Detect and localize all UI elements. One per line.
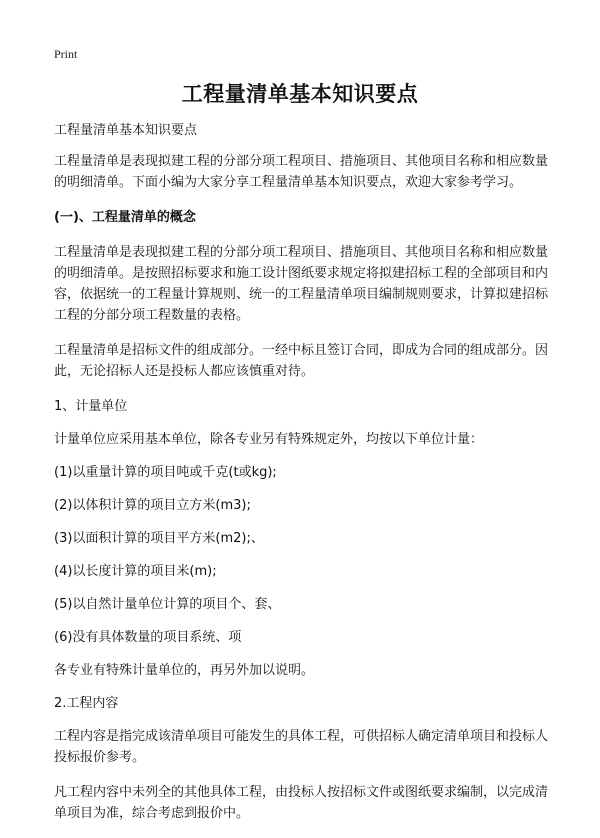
print-label: Print <box>54 47 78 61</box>
unit-item: (2)以体积计算的项目立方米(m3); <box>54 498 251 513</box>
unit-item: (5)以自然计量单位计算的项目个、套、 <box>54 597 281 612</box>
article-subtitle: 工程量清单基本知识要点 <box>54 123 198 138</box>
unit-item: (4)以长度计算的项目米(m); <box>54 564 217 579</box>
unit-item: (6)没有具体数量的项目系统、项 <box>54 630 242 645</box>
content-paragraph-2: 凡工程内容中未列全的其他具体工程，由投标人按招标文件或图纸要求编制，以完成清单项目为准，综合考虑到报价中。 <box>54 785 549 821</box>
unit-intro: 计量单位应采用基本单位，除各专业另有特殊规定外，均按以下单位计量： <box>54 432 484 447</box>
section-heading-concept: (一)、工程量清单的概念 <box>54 210 196 225</box>
article-body <box>54 120 548 838</box>
concept-paragraph-1: 工程量清单是表现拟建工程的分部分项工程项目、措施项目、其他项目名称和相应数量的明细清单。是按照招标要求和施工设计图纸要求规定将拟建招标工程的全部项目和内容，依据统一的工程量计算规则、统一的工程量清单项目编制规则要求，计算拟建招标工程的分部分项工程数量的表格。 <box>54 245 549 323</box>
unit-item: (3)以面积计算的项目平方米(m2);、 <box>54 531 264 546</box>
intro-paragraph: 工程量清单是表现拟建工程的分部分项工程项目、措施项目、其他项目名称和相应数量的明细清单。下面小编为大家分享工程量清单基本知识要点，欢迎大家参考学习。 <box>54 154 549 190</box>
page-title: 工程量清单基本知识要点 <box>181 82 419 106</box>
unit-heading: 1、计量单位 <box>54 399 128 414</box>
concept-paragraph-2: 工程量清单是招标文件的组成部分。一经中标且签订合同，即成为合同的组成部分。因此，无论招标人还是投标人都应该慎重对待。 <box>54 343 549 379</box>
content-heading: 2.工程内容 <box>54 696 119 711</box>
content-paragraph-1: 工程内容是指完成该清单项目可能发生的具体工程，可供招标人确定清单项目和投标人投标报价参考。 <box>54 729 549 765</box>
unit-item: (1)以重量计算的项目吨或千克(t或kg); <box>54 465 277 480</box>
unit-note: 各专业有特殊计量单位的，再另外加以说明。 <box>54 663 315 678</box>
